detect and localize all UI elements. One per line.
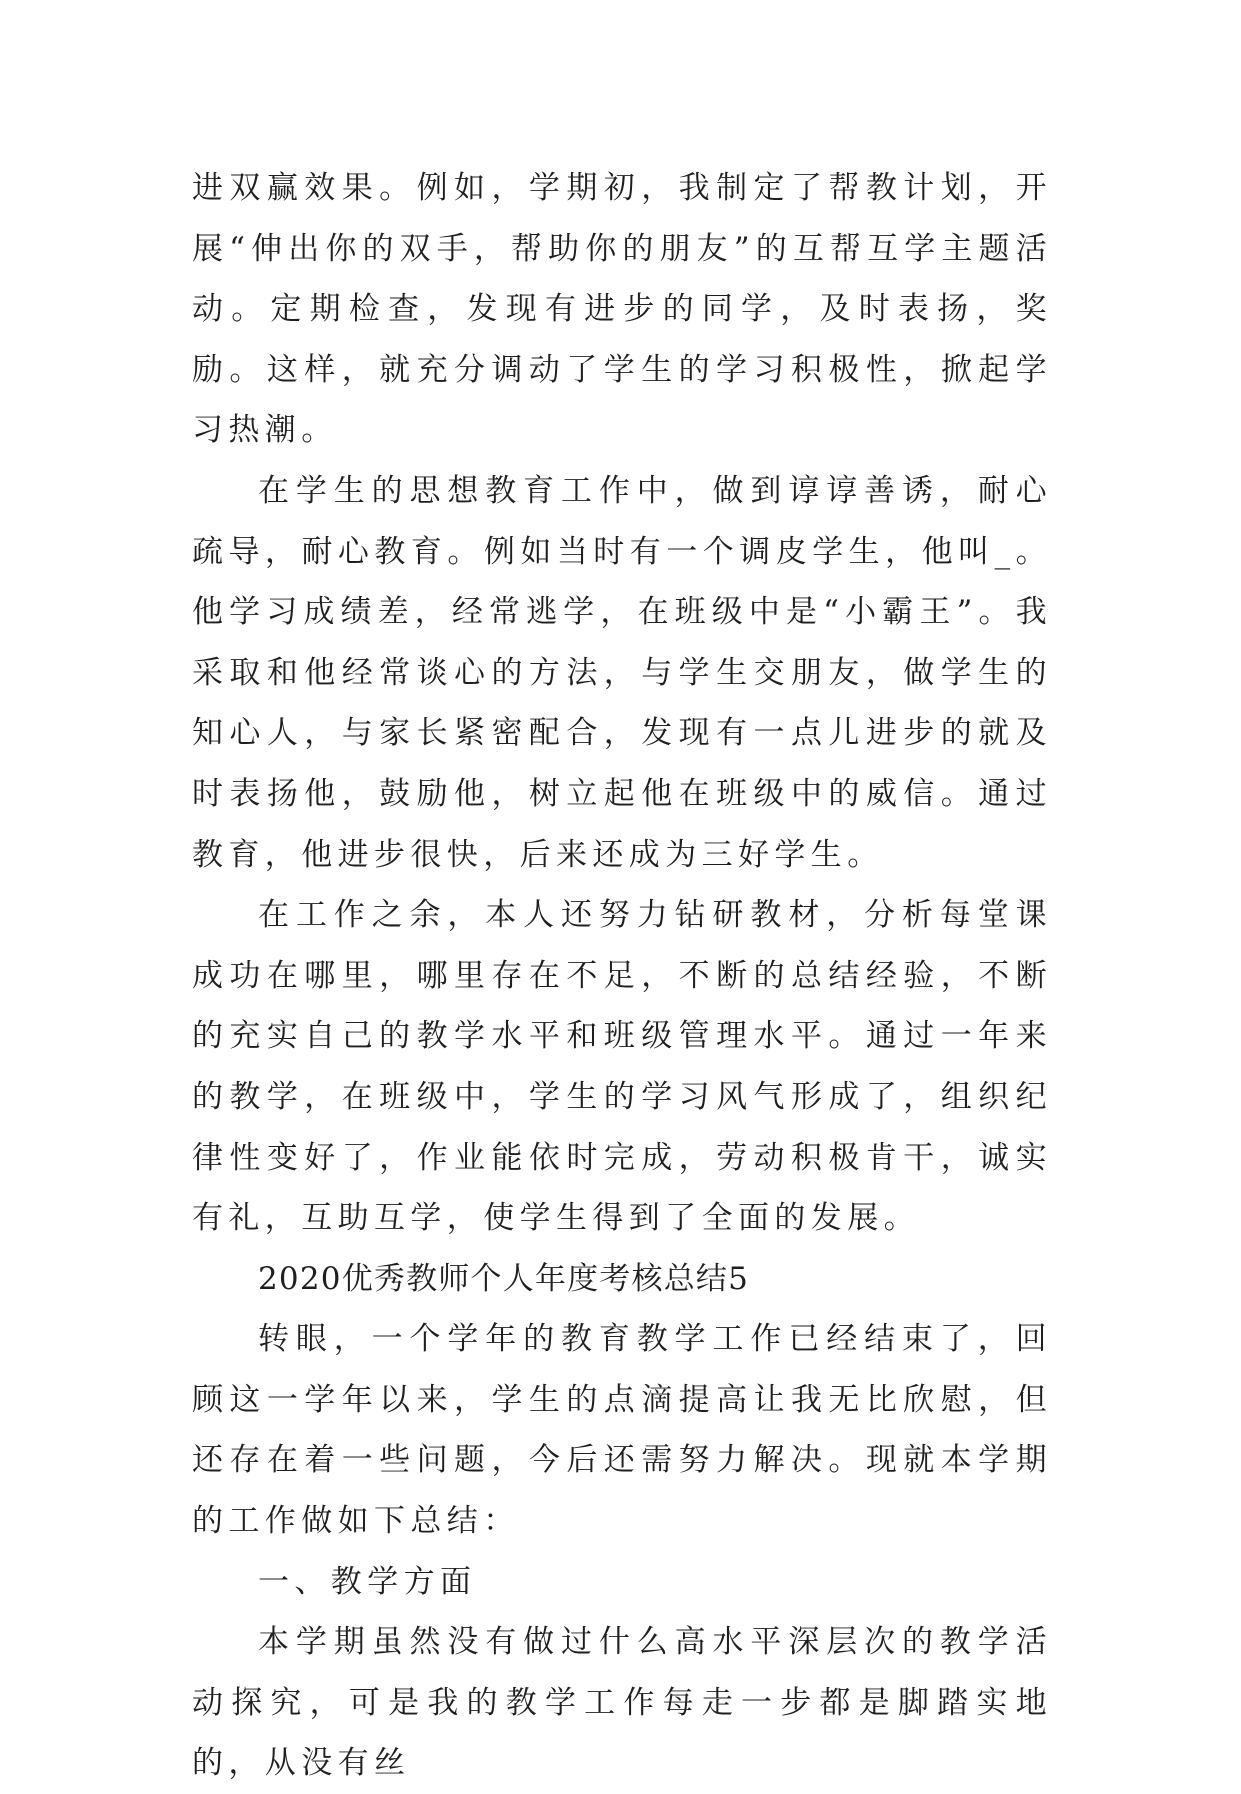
- subheading-teaching: 一、教学方面: [258, 1563, 477, 1600]
- document-body: [192, 158, 1052, 1794]
- paragraph-student-education: 在学生的思想教育工作中，做到谆谆善诱，耐心疏导，耐心教育。例如当时有一个调皮学生，他叫_。他学习成绩差，经常逃学，在班级中是“小霸王”。我采取和他经常谈心的方法，与学生交朋友，做学生的知心人，与家长紧密配合，发现有一点儿进步的就及时表扬他，鼓励他，树立起他在班级中的威信。通过教育，他进步很快，后来还成为三好学生。: [192, 472, 1052, 873]
- paragraph-continuation: 进双赢效果。例如，学期初，我制定了帮教计划，开展“伸出你的双手，帮助你的朋友”的互帮互学主题活动。定期检查，发现有进步的同学，及时表扬，奖励。这样，就充分调动了学生的学习积极性，掀起学习热潮。: [192, 170, 1052, 449]
- section-heading: 2020优秀教师个人年度考核总结5: [258, 1260, 750, 1297]
- paragraph-year-review: 转眼，一个学年的教育教学工作已经结束了，回顾这一学年以来，学生的点滴提高让我无比欣慰，但还存在着一些问题，今后还需努力解决。现就本学期的工作做如下总结：: [192, 1321, 1052, 1540]
- paragraph-teaching-start: 本学期虽然没有做过什么高水平深层次的教学活动探究，可是我的教学工作每走一步都是脚踏实地的，从没有丝: [192, 1624, 1052, 1782]
- paragraph-after-work: 在工作之余，本人还努力钻研教材，分析每堂课成功在哪里，哪里存在不足，不断的总结经验，不断的充实自己的教学水平和班级管理水平。通过一年来的教学，在班级中，学生的学习风气形成了，组织纪律性变好了，作业能依时完成，劳动积极肯干，诚实有礼，互助互学，使学生得到了全面的发展。: [192, 897, 1052, 1237]
